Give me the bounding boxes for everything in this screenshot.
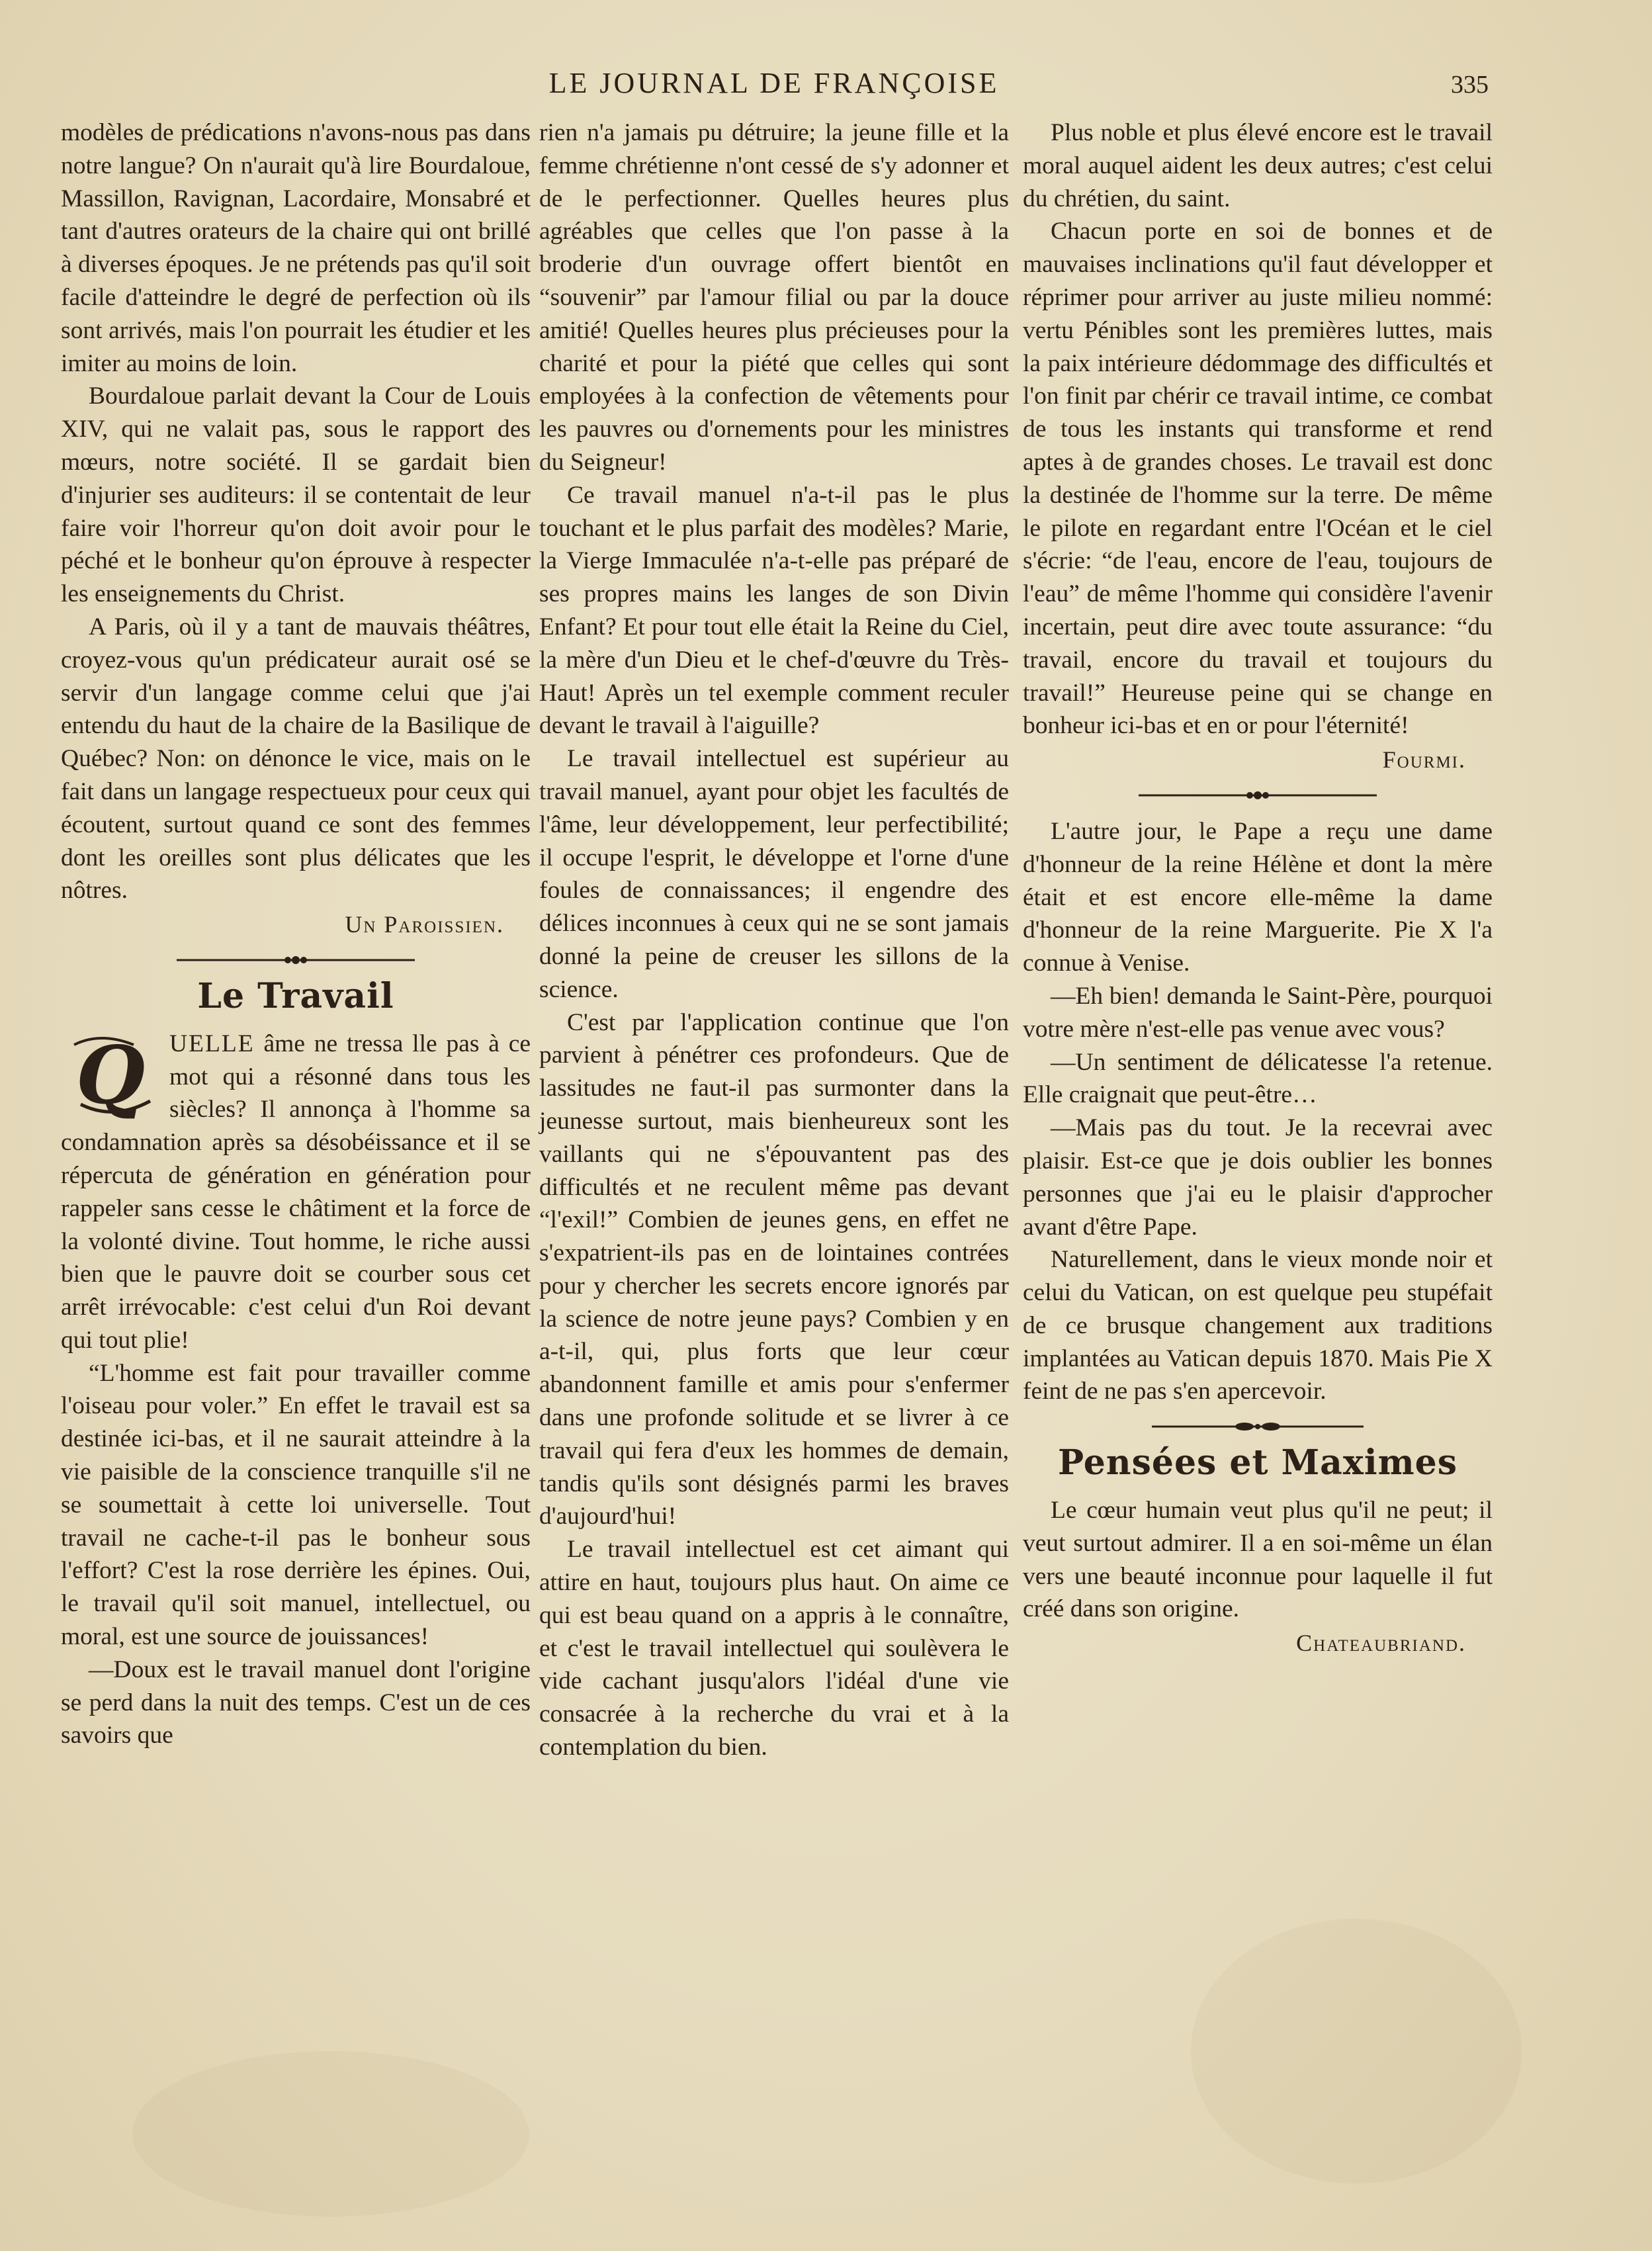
paragraph: Plus noble et plus élevé encore est le travail moral auquel aident les deux autres; c'est celui du chrétien, du saint. (1023, 119, 1493, 212)
paragraph: —Eh bien! demanda le Saint-Père, pourquoi votre mère n'est-elle pas venue avec vous? (1023, 982, 1493, 1043)
column-3 (1023, 116, 1493, 1667)
paragraph: —Un sentiment de délicatesse l'a retenue. Elle craignait que peut-être… (1023, 1048, 1493, 1109)
opening-caps: UELLE (169, 1030, 255, 1057)
page-number: 335 (1451, 71, 1489, 99)
section-divider (1139, 1420, 1377, 1433)
paragraph: “L'homme est fait pour travailler comme l'oiseau pour voler.” En effet le travail est sa destinée ici-bas, et il ne saurait atteindre à la vie paisible de la conscience tranquille s'il ne se soumettait à cette loi universelle. Tout travail ne cache-t-il pas le bonheur sous l'effort? C'est la rose derrière les épines. Oui, le travail qu'il soit manuel, intellectuel, ou moral, est une source de jouissances! (61, 1359, 531, 1651)
paragraph: —Mais pas du tout. Je la recevrai avec plaisir. Est-ce que je dois oublier les bonnes personnes que j'ai eu le plaisir d'approcher avant d'être Pape. (1023, 1114, 1493, 1241)
section-title: Pensées et Maximes (1057, 1442, 1457, 1483)
section-divider (177, 953, 415, 967)
ornamental-dropcap-q (61, 1032, 160, 1119)
paragraph: L'autre jour, le Pape a reçu une dame d'honneur de la reine Hélène et dont la mère était et est encore elle-même la dame d'honneur de la reine Marguerite. Pie X l'a connue à Venise. (1023, 817, 1493, 977)
paragraph: Naturellement, dans le vieux monde noir et celui du Vatican, on est quelque peu stupéfait de ce brusque changement aux traditions implantées au Vatican depuis 1870. Mais Pie X feint de ne pas s'en apercevoir. (1023, 1246, 1493, 1405)
column-1 (61, 116, 531, 1752)
paragraph: A Paris, où il y a tant de mauvais théâtres, croyez-vous qu'un prédicateur aurait osé se servir d'un langage comme celui que j'ai entendu du haut de la chaire de la Basilique de Québec? Non: on dénonce le vice, mais on le fait dans un langage respectueux pour ceux qui écoutent, surtout quand ce sont des femmes dont les oreilles sont plus délicates que les nôtres. (61, 613, 531, 905)
paragraph: —Doux est le travail manuel dont l'origine se perd dans la nuit des temps. C'est un de ces savoirs que (61, 1655, 531, 1749)
author-signature: Un Paroissien. (345, 911, 504, 938)
paragraph: Bourdaloue parlait devant la Cour de Louis XIV, qui ne valait pas, sous le rapport des mœurs, notre société. Il se gardait bien d'injurier ses auditeurs: il se contentait de leur faire voir l'horreur qu'on doit avoir pour le péché et le bonheur qu'on éprouve à respecter les enseignements du Christ. (61, 382, 531, 608)
section-divider (1139, 789, 1377, 802)
paragraph: rien n'a jamais pu détruire; la jeune fille et la femme chrétienne n'ont cessé de s'y adonner et de le perfectionner. Quelles heures plus agréables que celles que l'on passe à la broderie d'un ouvrage offert bientôt en “souvenir” par l'amour filial ou par la douce amitié! Quelles heures plus précieuses pour la charité et pour la piété que celles qui sont employées à la confection de vêtements pour les pauvres ou d'ornements pour les ministres du Seigneur! (539, 119, 1009, 476)
author-signature: Fourmi. (1382, 746, 1466, 773)
paragraph: C'est par l'application continue que l'on parvient à pénétrer ces profondeurs. Que de lassitudes ne faut-il pas surmonter dans la jeunesse surtout, mais bienheureux sont les vaillants qui ne s'épouvantent pas des difficultés et ne reculent même pas devant “l'exil!” Combien de jeunes gens, en effet ne s'expatrient-ils pas en de lointaines contrées pour y chercher les secrets encore ignorés par la science de notre jeune pays? Combien y en a-t-il, qui, plus forts que leur cœur abandonnent famille et amis pour s'enfermer dans une profonde solitude et se livrer à ce travail qui fera d'eux les hommes de demain, tandis qu'ils sont désignés parmi les braves d'aujourd'hui! (539, 1008, 1009, 1530)
paragraph: Le cœur humain veut plus qu'il ne peut; il veut surtout admirer. Il a en soi-même un élan vers une beauté inconnue pour laquelle il fut créé dans son origine. (1023, 1497, 1493, 1623)
paragraph: Le travail intellectuel est supérieur au travail manuel, ayant pour objet les facultés de l'âme, leur développement, leur perfectibilité; il occupe l'esprit, le développe et l'orne d'une foules de connaissances; il engendre des délices inconnues à ceux qui ne se sont jamais donné la peine de creuser les sillons de la science. (539, 745, 1009, 1003)
paragraph: Ce travail manuel n'a-t-il pas le plus touchant et le plus parfait des modèles? Marie, la Vierge Immaculée n'a-t-elle pas préparé de ses propres mains les langes de son Divin Enfant? Et pour tout elle était la Reine du Ciel, la mère d'un Dieu et le chef-d'œuvre du Très-Haut! Après un tel exemple comment reculer devant le travail à l'aiguille? (539, 481, 1009, 740)
section-title: Le Travail (197, 975, 394, 1016)
paper-stain (132, 2051, 529, 2217)
paragraph (61, 1028, 531, 1357)
author-signature: Chateaubriand. (1296, 1630, 1466, 1657)
dropcap-letter: Q (75, 1031, 146, 1119)
running-title: LE JOURNAL DE FRANÇOISE (548, 67, 1000, 99)
paragraph-text: âme ne tressa lle pas à ce mot qui a résonné dans tous les siècles? Il annonça à l'homme sa condamnation après sa désobéissance et il se répercuta de génération en génération pour rappeler sans cesse le châtiment et la force de la volonté divine. Tout homme, le riche aussi bien que le pauvre doit se courber sous cet arrêt irrévocable: c'est celui d'un Roi devant qui tout plie! (61, 1030, 531, 1354)
page-header (60, 66, 1489, 106)
paragraph: modèles de prédications n'avons-nous pas dans notre langue? On n'aurait qu'à lire Bourdaloue, Massillon, Ravignan, Lacordaire, Monsabré et tant d'autres orateurs de la chaire qui ont brillé à diverses époques. Je ne prétends pas qu'il soit facile d'atteindre le degré de perfection où ils sont arrivés, mais l'on pourrait les étudier et les imiter au moins de loin. (61, 119, 531, 377)
paper-stain (1191, 1919, 1522, 2184)
column-2 (539, 116, 1009, 1764)
paragraph: Le travail intellectuel est cet aimant qui attire en haut, toujours plus haut. On aime ce qui est beau quand on a appris à le connaître, et c'est le travail intellectuel qui soulèvera le vide cachant jusqu'alors l'idéal d'une vie consacrée à la recherche du vrai et à la contemplation du bien. (539, 1536, 1009, 1761)
paragraph: Chacun porte en soi de bonnes et de mauvaises inclinations qu'il faut développer et réprimer pour arriver au juste milieu nommé: vertu Pénibles sont les premières luttes, mais la paix intérieure dédommage des difficultés et l'on finit par chérir ce travail intime, ce combat de tous les instants qui transforme et rend aptes à de grandes choses. Le travail est donc la destinée de l'homme sur la terre. De même le pilote en regardant entre l'Océan et le ciel s'écrie: “de l'eau, encore de l'eau, toujours de l'eau” de même l'homme qui considère l'avenir incertain, peut dire avec toute assurance: “du travail, encore du travail et toujours du travail!” Heureuse peine qui se change en bonheur ici-bas et en or pour l'éternité! (1023, 218, 1493, 740)
